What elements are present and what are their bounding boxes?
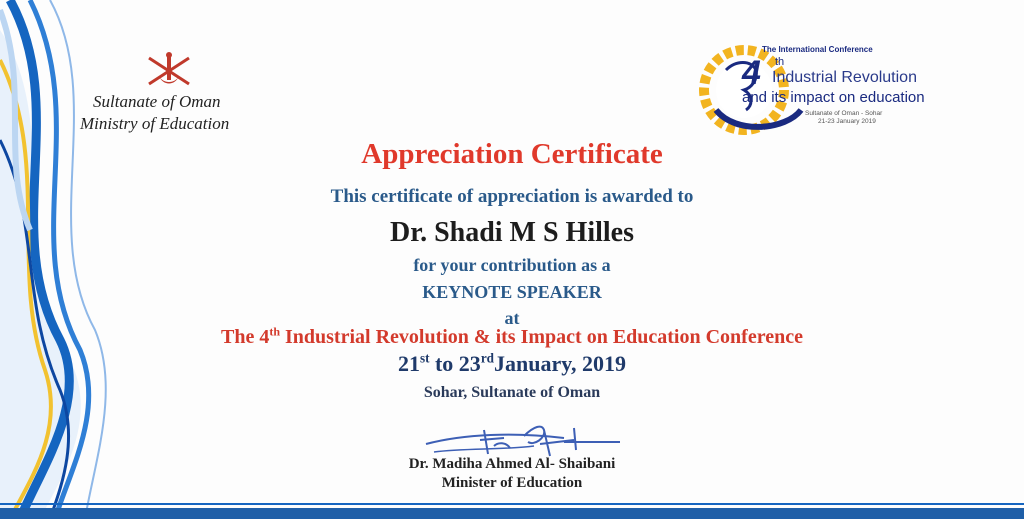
conference-name-ordinal: th — [269, 324, 280, 339]
conference-name-rest: Industrial Revolution & its Impact on Education Conference — [285, 326, 803, 348]
conference-logo-ordinal: th — [775, 56, 785, 68]
dates-mid: to 23 — [434, 351, 481, 376]
dates-end-ordinal: rd — [480, 350, 494, 366]
signature-icon — [424, 416, 624, 461]
conference-dates — [0, 351, 1024, 377]
dates-month-year: January, 2019 — [494, 351, 627, 376]
dates-start-ordinal: st — [419, 350, 430, 366]
conference-name-prefix: The 4 — [220, 326, 270, 348]
conference-logo-location: Sultanate of Oman - Sohar — [805, 110, 883, 117]
signer-name: Dr. Madiha Ahmed Al- Shaibani — [408, 456, 616, 472]
oman-emblem-icon — [143, 50, 195, 90]
at-text: at — [504, 308, 520, 328]
conference-logo-line1: Industrial Revolution — [772, 69, 917, 86]
conference-logo-dates: 21-23 January 2019 — [818, 118, 876, 125]
awarded-to-text: This certificate of appreciation is awarded to — [330, 186, 694, 207]
conference-logo-number: 4 — [742, 54, 761, 92]
signer-title: Minister of Education — [441, 475, 583, 491]
certificate-title: Appreciation Certificate — [361, 138, 663, 170]
dates-start: 21 — [397, 351, 420, 376]
recipient-name: Dr. Shadi M S Hilles — [389, 217, 634, 248]
issuer-country: Sultanate of Oman — [93, 92, 221, 111]
bottom-border — [0, 495, 1024, 519]
issuer-ministry: Ministry of Education — [80, 114, 230, 133]
conference-name — [0, 326, 1024, 349]
conference-location: Sohar, Sultanate of Oman — [423, 384, 601, 401]
conference-logo-top-text: The International Conference — [762, 45, 873, 54]
conference-logo-line2: and its impact on education — [742, 89, 925, 106]
role-text: KEYNOTE SPEAKER — [422, 282, 602, 302]
contribution-text: for your contribution as a — [413, 255, 611, 275]
